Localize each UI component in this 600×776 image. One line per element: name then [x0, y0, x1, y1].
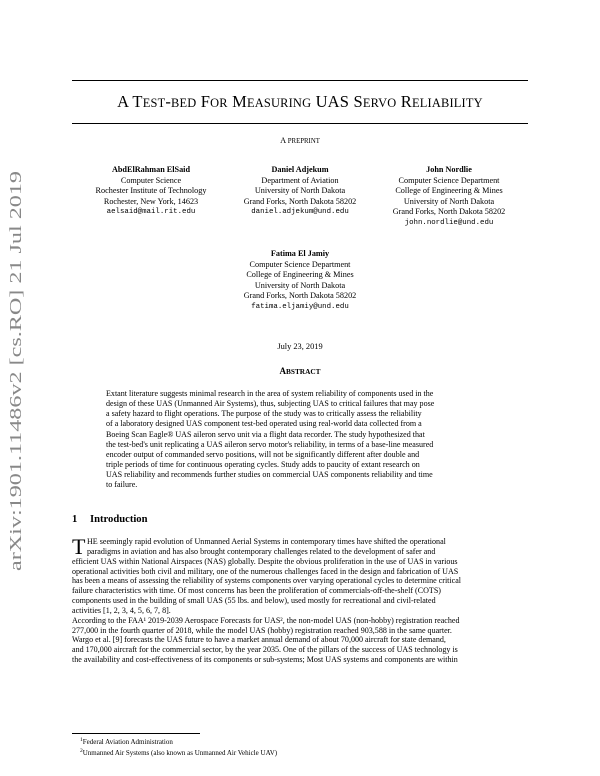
text-line: to failure. [106, 480, 138, 490]
text-line: design of these UAS (Unmanned Air Systems), thus, subjecting UAS to critical failures that may pose [106, 399, 435, 409]
author-name: Daniel Adjekum [271, 165, 329, 174]
author-affiliation: University of North Dakota [254, 280, 346, 290]
title-word: RELIABILITY [400, 92, 483, 111]
author-email[interactable]: john.nordlie@und.edu [404, 218, 494, 227]
author-affiliation: Grand Forks, North Dakota 58202 [243, 196, 357, 206]
title-word: A [117, 92, 129, 111]
title-word: -BED [165, 92, 197, 111]
text-line: activities [1, 2, 3, 4, 5, 6, 7, 8]. [72, 605, 171, 615]
author-affiliation: University of North Dakota [403, 196, 495, 206]
text-line: the test-bed's unit replicating a UAS aileron servo motor's reliability, in terms of a base-line measured [106, 439, 434, 449]
text-line: According to the FAA¹ 2019-2039 Aerospace Forecasts for UAS², the non-model UAS (non-hobby) registration reached [72, 615, 460, 625]
author-affiliation: Department of Aviation [261, 175, 339, 185]
text-line: and 170,000 aircraft for the commercial sector, by the year 2035. One of the pillars of the success of UAS technology is [72, 645, 458, 655]
footnote-1: $^1$Federal Aviation Administration [80, 737, 173, 746]
footnote-rule [72, 733, 200, 734]
footnote-2: $^2$Unmanned Air Systems (also known as Unmanned Air Vehicle UAV) [80, 748, 278, 757]
title-word: FOR [200, 92, 228, 111]
author-block-1 [76, 165, 226, 218]
text-line: HE seemingly rapid evolution of Unmanned Aerial Systems in contemporary times have shifted the operational [87, 537, 446, 546]
author-name: Fatima El Jamiy [270, 249, 330, 258]
text-line: Boeing Scan Eagle® UAS aileron servo unit via a flight data recorder. The study hypothesized that [106, 429, 425, 439]
publication-date: July 23, 2019 [277, 342, 323, 351]
title-top-rule [72, 80, 528, 81]
author-affiliation: Computer Science Department [249, 259, 351, 269]
introduction-body-text [72, 534, 528, 665]
author-affiliation: Rochester Institute of Technology [95, 186, 207, 195]
text-line: has been a means of assessing the reliability of systems components over varying operational cycles to determine critical [72, 576, 462, 586]
paper-title [72, 92, 528, 112]
author-affiliation: Grand Forks, North Dakota 58202 [392, 207, 506, 216]
text-line: 277,000 in the fourth quarter of 2018, while the model UAS (hobby) registration reached 903,588 in the same quarter. [72, 625, 452, 635]
text-line: of a laboratory designed UAS component test-bed operated using real-world data collected from a [106, 419, 422, 429]
author-affiliation: Computer Science Department [398, 175, 500, 185]
author-affiliation: University of North Dakota [254, 186, 346, 195]
title-word: MEASURING [232, 92, 312, 111]
author-name: AbdElRahman ElSaid [111, 165, 191, 174]
abstract-text [106, 389, 494, 491]
drop-cap-letter: T [72, 534, 86, 559]
text-line: the availability and cost-effectiveness of its components or sub-systems; Most UAS systems and components are within [72, 655, 458, 665]
abstract-heading: ABSTRACT [279, 366, 321, 376]
author-affiliation: Computer Science [120, 175, 182, 185]
arxiv-identifier-text: arXiv:1901.11486v2 [cs.RO] 21 Jul 2019 [6, 286, 25, 571]
text-line: Extant literature suggests minimal research in the area of system reliability of components used in the [106, 389, 434, 398]
title-word: SERVO [353, 92, 397, 111]
author-name: John Nordlie [426, 165, 472, 174]
author-affiliation: College of Engineering & Mines [395, 186, 503, 195]
text-line: efficient UAS within National Airspaces (NAS) globally. Despite the obvious proliferation in the use of UAS in various [72, 556, 458, 566]
text-line: components used in the building of small UAS (55 lbs. and below), used mostly for recreational and civil-related [72, 596, 436, 606]
author-affiliation: Rochester, New York, 14623 [103, 196, 199, 206]
author-email[interactable]: fatima.eljamiy@und.edu [251, 302, 349, 311]
text-line: a safety hazard to flight operations. The purpose of the study was to critically assess the reliability [106, 409, 422, 419]
text-line: failure characteristics with time. Of most concerns has been the proliferation of commercials-off-the-shelf (COTS) [72, 586, 441, 596]
title-word: TEST [132, 92, 166, 111]
text-line: Wargo et al. [9] forecasts the UAS future to have a market annual demand of about 70,000 aircraft for state demand, [72, 635, 446, 645]
author-block-4 [225, 249, 375, 312]
author-affiliation: Grand Forks, North Dakota 58202 [243, 291, 357, 300]
text-line: operational activities both civil and military, one of the numerous challenges faced in the design and fabrication of UAS [72, 566, 459, 576]
author-block-2 [225, 165, 375, 218]
text-line: encoder output of commanded servo positions, will not be significantly different after double and [106, 449, 420, 459]
section-heading: 1 Introduction [72, 514, 148, 525]
preprint-label: A PREPRINT [280, 136, 320, 145]
text-line: paradigms in aviation and has also brought contemporary challenges related to the development of safer and [87, 546, 436, 556]
author-email[interactable]: aelsaid@mail.rit.edu [106, 208, 196, 216]
title-bottom-rule [72, 123, 528, 124]
arxiv-identifier-stamp [0, 166, 28, 576]
text-line: triple periods of time for continuous operating cycles. Study adds to paucity of extant research on [106, 460, 420, 470]
title-word: UAS [315, 92, 350, 111]
author-block-3 [374, 165, 524, 228]
author-affiliation: College of Engineering & Mines [246, 270, 354, 279]
text-line: UAS reliability and recommends further studies on commercial UAS components reliability and time [106, 470, 433, 480]
author-email[interactable]: daniel.adjekum@und.edu [251, 208, 349, 216]
